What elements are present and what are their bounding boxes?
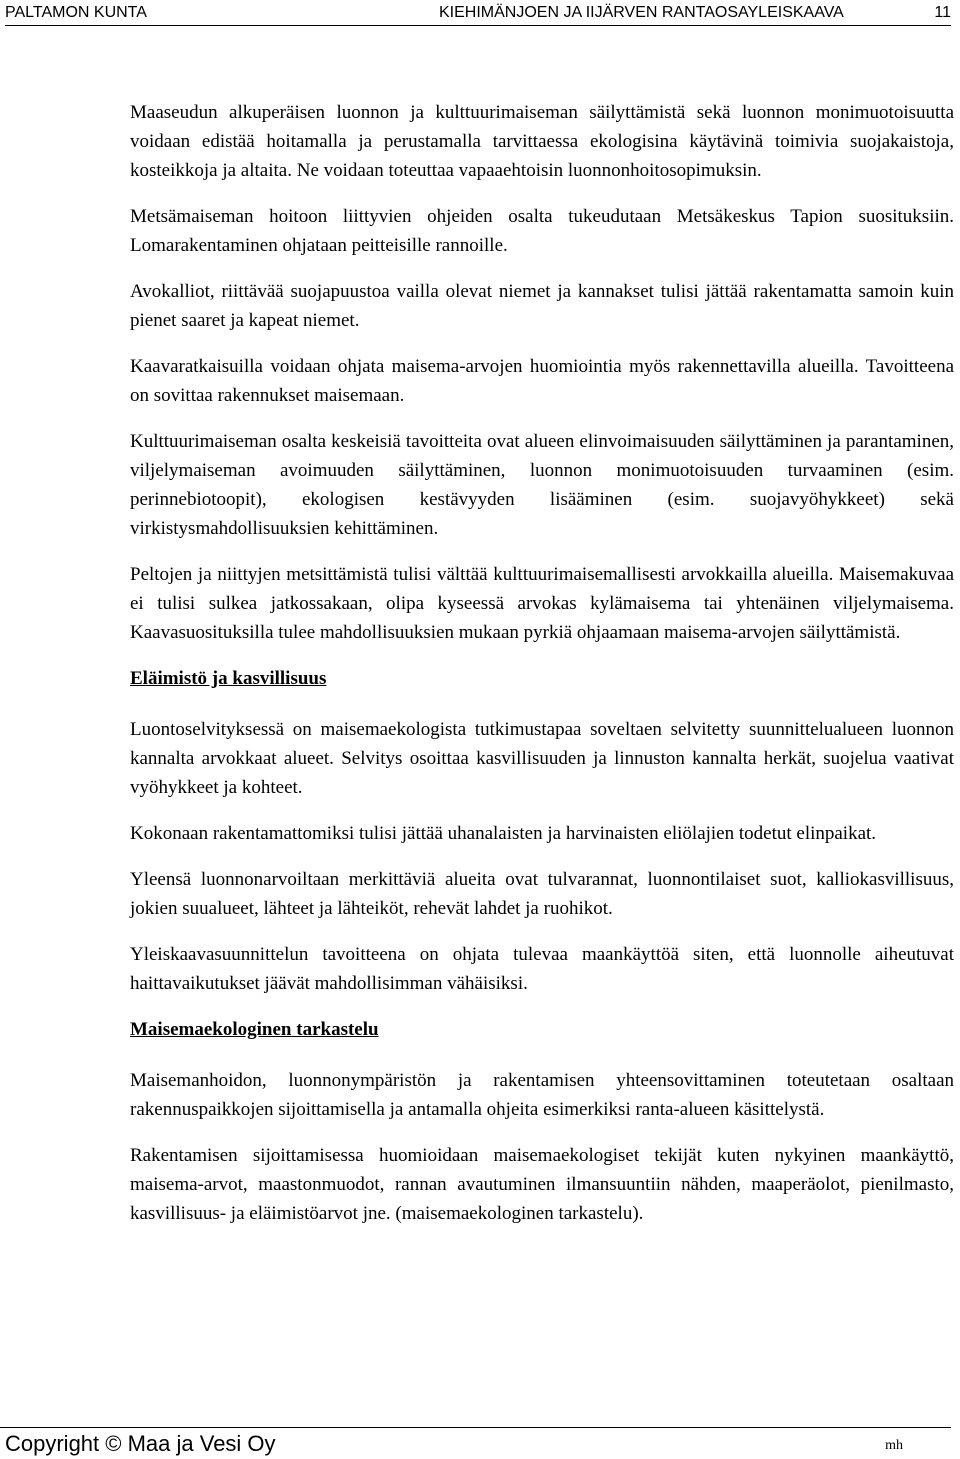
paragraph: Kaavaratkaisuilla voidaan ohjata maisema-arvojen huomiointia myös rakennettavilla alueilla. Tavoitteena on sovittaa rakennukset maisemaan. bbox=[130, 356, 954, 406]
document-body bbox=[130, 98, 954, 1245]
section-heading: Eläimistö ja kasvillisuus bbox=[130, 668, 327, 689]
paragraph: Luontoselvityksessä on maisemaekologista tutkimustapaa soveltaen selvitetty suunnittelualueen luonnon kannalta arvokkaat alueet. Selvitys osoittaa kasvillisuuden ja linnuston kannalta herkät, suojelua vaativat vyöhykkeet ja kohteet. bbox=[130, 719, 954, 798]
paragraph: Avokalliot, riittävää suojapuustoa vailla olevat niemet ja kannakset tulisi jättää rakentamatta samoin kuin pienet saaret ja kapeat niemet. bbox=[130, 281, 954, 331]
municipality-name: PALTAMON KUNTA bbox=[5, 4, 147, 21]
paragraph: Maisemanhoidon, luonnonympäristön ja rakentamisen yhteensovittaminen toteutetaan osaltaan rakennuspaikkojen sijoittamisella ja antamalla ohjeita esimerkiksi ranta-alueen käsittelystä. bbox=[130, 1070, 954, 1120]
paragraph: Yleensä luonnonarvoiltaan merkittäviä alueita ovat tulvarannat, luonnontilaiset suot, kalliokasvillisuus, jokien suualueet, lähteet ja lähteiköt, rehevät lahdet ja ruohikot. bbox=[130, 869, 954, 919]
section-heading: Maisemaekologinen tarkastelu bbox=[130, 1019, 379, 1040]
page-number: 11 bbox=[934, 4, 951, 21]
paragraph: Kokonaan rakentamattomiksi tulisi jättää uhanalaisten ja harvinaisten eliölajien todetut elinpaikat. bbox=[130, 823, 877, 844]
paragraph: Kulttuurimaiseman osalta keskeisiä tavoitteita ovat alueen elinvoimaisuuden säilyttäminen ja parantaminen, viljelymaiseman avoimuuden säilyttäminen, luonnon monimuotoisuuden turvaaminen (esim. perinnebiotoopit), ekologisen kestävyyden lisääminen (esim. suojavyöhykkeet) sekä virkistysmahdollisuuksien kehittäminen. bbox=[130, 431, 954, 539]
paragraph: Metsämaiseman hoitoon liittyvien ohjeiden osalta tukeudutaan Metsäkeskus Tapion suosituksiin. Lomarakentaminen ohjataan peitteisille rannoille. bbox=[130, 206, 954, 256]
author-initials: mh bbox=[885, 1438, 903, 1453]
document-title: KIEHIMÄNJOEN JA IIJÄRVEN RANTAOSAYLEISKAAVA bbox=[439, 4, 844, 21]
paragraph: Yleiskaavasuunnittelun tavoitteena on ohjata tulevaa maankäyttöä siten, että luonnolle aiheutuvat haittavaikutukset jäävät mahdollisimman vähäisiksi. bbox=[130, 944, 954, 994]
paragraph: Maaseudun alkuperäisen luonnon ja kulttuurimaiseman säilyttämistä sekä luonnon monimuotoisuutta voidaan edistää hoitamalla ja perustamalla tarvittaessa ekologisina käytävinä toimivia suojakaistoja, kosteikkoja ja altaita. Ne voidaan toteuttaa vapaaehtoisin luonnonhoitosopimuksin. bbox=[130, 102, 954, 181]
paragraph: Rakentamisen sijoittamisessa huomioidaan maisemaekologiset tekijät kuten nykyinen maankäyttö, maisema-arvot, maastonmuodot, rannan avautuminen ilmansuuntiin nähden, maaperäolot, pienilmasto, kasvillisuus- ja eläimistöarvot jne. (maisemaekologinen tarkastelu). bbox=[130, 1145, 954, 1224]
page-header bbox=[5, 3, 951, 26]
paragraph: Peltojen ja niittyjen metsittämistä tulisi välttää kulttuurimaisemallisesti arvokkailla alueilla. Maisemakuvaa ei tulisi sulkea jatkossakaan, olipa kyseessä arvokas kylämaisema tai yhtenäinen viljelymaisema. Kaavasuosituksilla tulee mahdollisuuksien mukaan pyrkiä ohjaamaan maisema-arvojen säilyttämistä. bbox=[130, 564, 954, 643]
copyright-notice: Copyright © Maa ja Vesi Oy bbox=[5, 1431, 276, 1456]
page-footer bbox=[0, 1427, 951, 1456]
